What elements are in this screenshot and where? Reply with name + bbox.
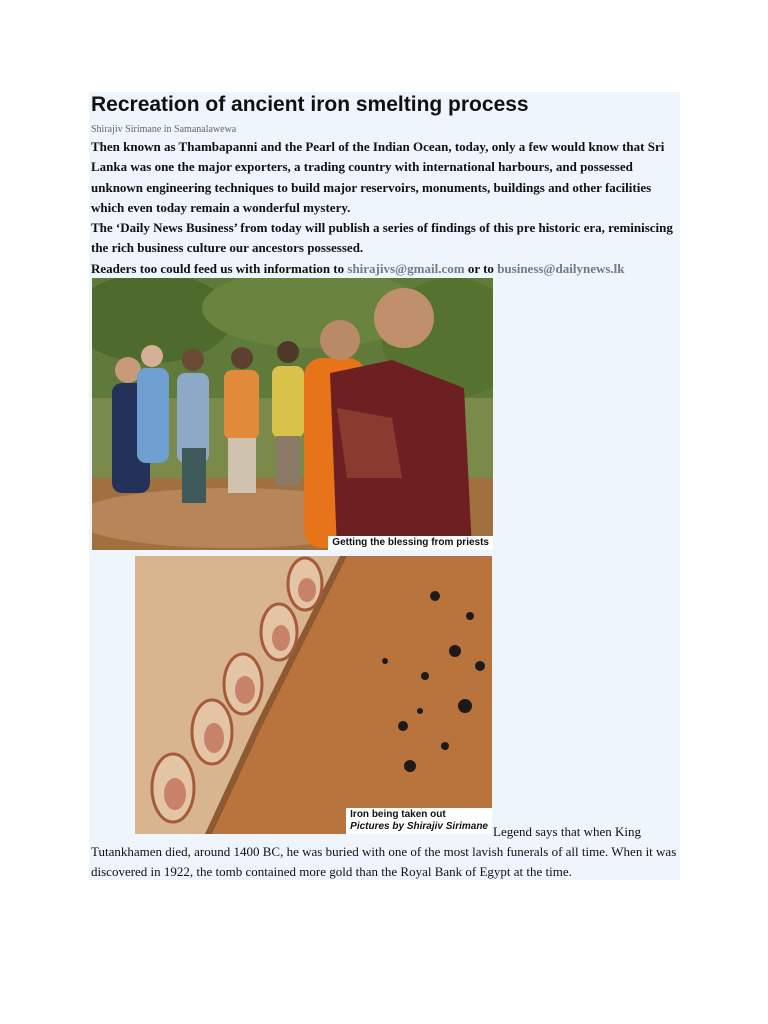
legend-paragraph-start: Legend says that when King	[493, 824, 642, 839]
intro-paragraph-2: The ‘Daily News Business’ from today will publish a series of findings of this pre historic era, reminiscing the rich business culture our ancestors possessed.	[91, 220, 673, 256]
legend-paragraph-rest: Tutankhamen died, around 1400 BC, he was buried with one of the most lavish funerals of all time. When it was discovered in 1922, the tomb contained more gold than the Royal Bank of Egypt at the time.	[91, 844, 677, 880]
byline: Shirajiv Sirimane in Samanalawewa	[91, 124, 237, 135]
photo-iron-taken-out	[135, 556, 492, 834]
photo-iron-illustration	[135, 556, 492, 834]
photo-caption-iron	[346, 808, 492, 834]
email-link-business[interactable]: business@dailynews.lk	[497, 260, 625, 276]
email-link-shirajivs[interactable]: shirajivs@gmail.com	[347, 260, 465, 276]
article-title: Recreation of ancient iron smelting process	[91, 93, 529, 116]
readers-prefix: Readers too could feed us with information to	[91, 260, 348, 276]
photo-credit: Pictures by Shirajiv Sirimane	[350, 821, 488, 832]
readers-line	[91, 259, 677, 279]
article	[89, 92, 680, 880]
photo-blessing	[92, 278, 493, 550]
readers-or: or to	[464, 260, 498, 276]
article-intro	[91, 137, 677, 279]
photo-caption-iron-text: Iron being taken out	[350, 809, 446, 820]
intro-paragraph-1: Then known as Thambapanni and the Pearl of the Indian Ocean, today, only a few would know that Sri Lanka was one the major exporters, a trading country with international harbours, and possessed unknown engineering techniques to build major reservoirs, monuments, buildings and other facilities which even today remain a wonderful mystery.	[91, 139, 665, 215]
photo-blessing-illustration	[92, 278, 493, 550]
photo-caption-blessing: Getting the blessing from priests	[328, 536, 493, 550]
